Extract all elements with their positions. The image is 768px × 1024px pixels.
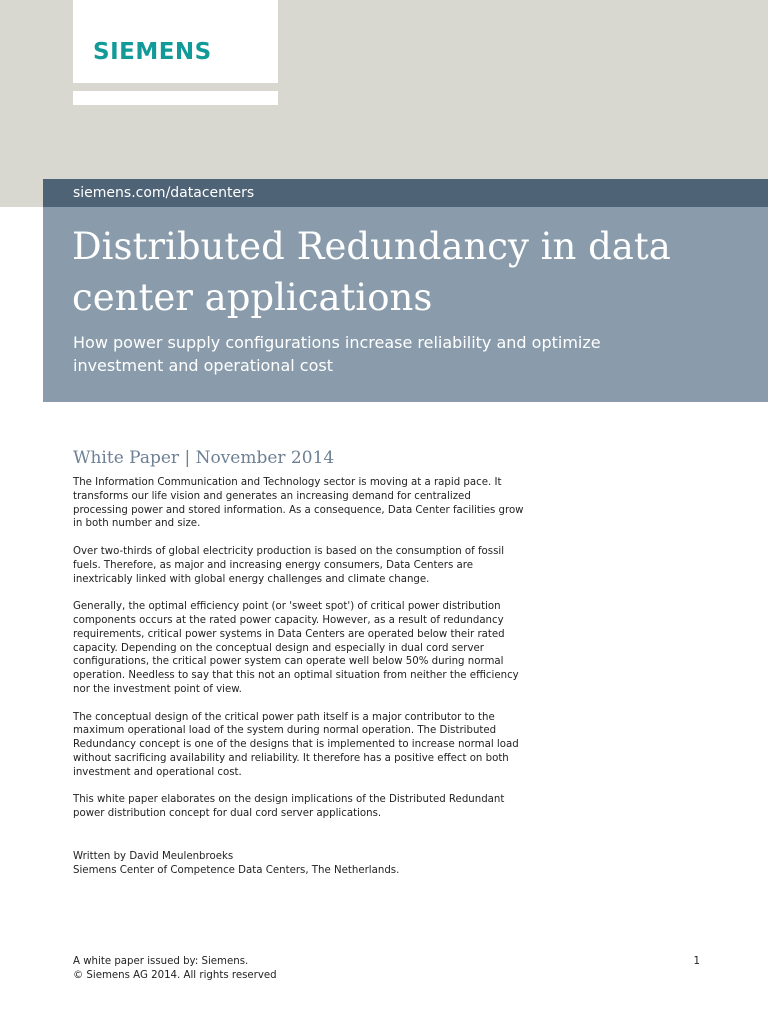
- website-url[interactable]: siemens.com/datacenters: [73, 185, 255, 201]
- siemens-logo: SIEMENS: [93, 39, 212, 65]
- document-title: Distributed Redundancy in data center applications: [72, 225, 671, 319]
- paragraph: Over two-thirds of global electricity production is based on the consumption of fossil fuels. Therefore, as major and increasing energy consumers, Data Centers are inextricably linked with global energy challenges and climate change.: [73, 545, 505, 585]
- logo-box: [73, 0, 278, 83]
- author-affiliation: Siemens Center of Competence Data Centers, The Netherlands.: [73, 865, 400, 876]
- author-name: Written by David Meulenbroeks: [73, 851, 234, 862]
- paragraph: This white paper elaborates on the design implications of the Distributed Redundant power distribution concept for dual cord server applications.: [73, 794, 505, 820]
- logo-strip: [73, 91, 278, 105]
- footer: [73, 955, 277, 983]
- body-text: [73, 476, 528, 835]
- author-block: [73, 850, 399, 878]
- paragraph: Generally, the optimal efficiency point (or 'sweet spot') of critical power distribution components occurs at the rated power capacity. However, as a result of redundancy requirements, critical power systems in Data Centers are operated below their rated capacity. Depending on the conceptual design and especially in dual cord server configurations, the critical power system can operate well below 50% during normal operation. Needless to say that this not an optimal situation from neither the efficiency nor the investment point of view.: [73, 601, 519, 695]
- url-bar: [43, 179, 768, 207]
- footer-issued-by: A white paper issued by: Siemens.: [73, 956, 249, 967]
- paragraph: The conceptual design of the critical power path itself is a major contributor to the maximum operational load of the system during normal operation. The Distributed Redundancy concept is one of the designs that is implemented to increase normal load without sacrificing availability and reliability. It therefore has a positive effect on both investment and operational cost.: [73, 711, 519, 778]
- document-subtitle: How power supply configurations increase reliability and optimize investment and operational cost: [73, 333, 601, 375]
- white-paper-label: White Paper | November 2014: [73, 448, 335, 468]
- page-number: 1: [693, 956, 700, 967]
- footer-copyright: © Siemens AG 2014. All rights reserved: [73, 970, 277, 981]
- title-panel: [43, 207, 768, 402]
- paragraph: The Information Communication and Technology sector is moving at a rapid pace. It transforms our life vision and generates an increasing demand for centralized processing power and stored information. As a consequence, Data Center facilities grow in both number and size.: [73, 477, 524, 530]
